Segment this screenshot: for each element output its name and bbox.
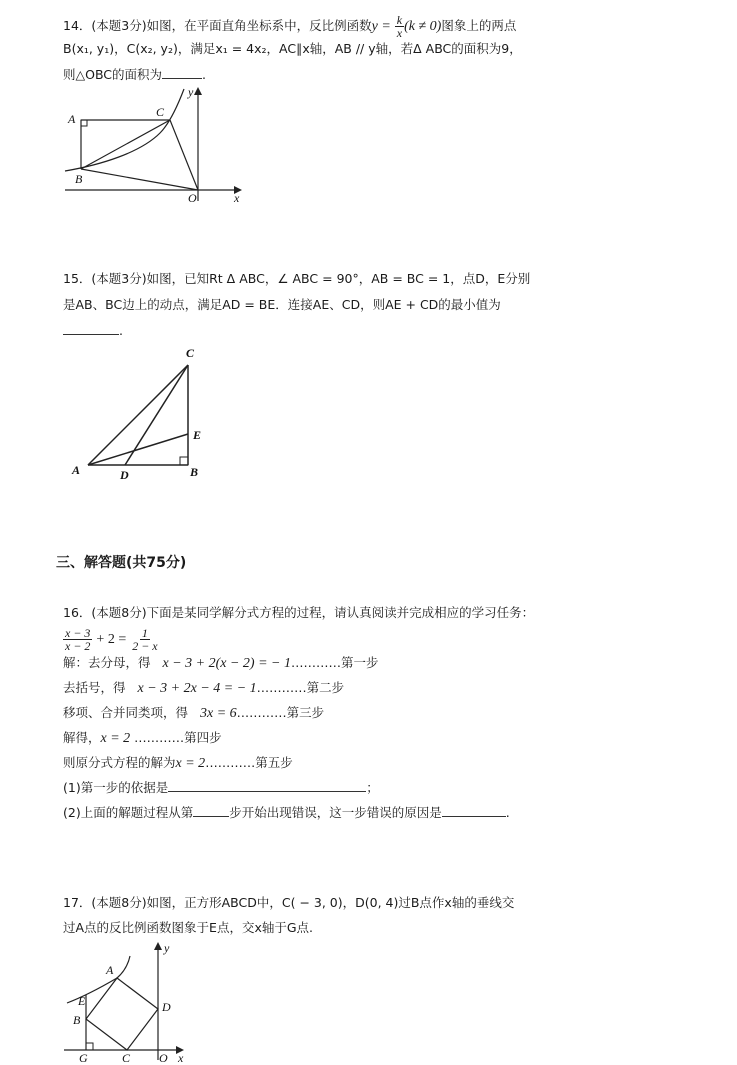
q15-line3-end: . (119, 323, 123, 338)
q15-line2: 是AB、BC边上的动点，满足AD = BE．连接AE、CD，则AE + CD的最小值为 (63, 297, 501, 312)
q16-step3-label: 移项、合并同类项，得 (63, 705, 189, 720)
q14-co (170, 120, 198, 190)
q14-condition: (k ≠ 0) (404, 19, 442, 34)
q17-label-y: y (164, 941, 170, 955)
q16-task1 (63, 779, 379, 797)
q14-line2: B(x₁, y₁)，C(x₂, y₂)，满足x₁ = 4x₂，AC∥x轴，AB // y轴，若Δ ABC的面积为9， (63, 41, 522, 56)
q14-line3-end: . (202, 67, 207, 82)
q15-label-b: B (190, 465, 199, 479)
q16-eq-mid: + 2 = (96, 632, 127, 647)
q16-task1-blank[interactable] (168, 779, 366, 792)
q14-label-b: B (75, 172, 83, 186)
q16-task2-text-a: (2)上面的解题过程从第 (63, 805, 194, 820)
q16-frac-left: $\frac{x - 3}{x - 2}$ (65, 626, 91, 653)
q15-label-a: A (72, 463, 81, 477)
q15-figure (68, 345, 218, 480)
q16-task2-end: . (505, 805, 510, 820)
q16-frac-right: $\frac{1}{2 - x}$ (132, 626, 158, 653)
q14-figure (60, 85, 250, 205)
q17-label-b: B (73, 1013, 81, 1027)
q16-step5 (63, 754, 293, 773)
q16-task2-blank-reason[interactable] (442, 804, 506, 817)
q17-label-e: E (78, 994, 86, 1008)
q17-label-d: D (162, 1000, 171, 1014)
q16-step1-math: x − 3 + 2(x − 2) = − 1 (162, 656, 291, 671)
q17-y-arrow (154, 942, 162, 950)
q14-answer-blank[interactable] (162, 66, 202, 79)
q15-label-e: E (193, 428, 202, 442)
q16-step3 (63, 704, 324, 723)
q14-line1-end: 图象上的两点 (441, 18, 517, 33)
q14-line1-text: 14．(本题3分)如图，在平面直角坐标系中，反比例函数 (63, 18, 372, 33)
q17-label-a: A (106, 963, 114, 977)
q15-label-c: C (186, 346, 195, 360)
q15-cd (125, 365, 188, 465)
q16-step4-tail: …………第四步 (130, 730, 222, 745)
q15-line1: 15．(本题3分)如图，已知Rt Δ ABC，∠ ABC = 90°，AB = BC = 1，点D，E分别 (63, 271, 531, 286)
q15-answer-blank[interactable] (63, 322, 119, 335)
q16-step4 (63, 729, 222, 748)
q16-step2-math: x − 3 + 2x − 4 = − 1 (137, 681, 257, 696)
q14-k-over-x: $\frac{k}{x}$ (396, 13, 403, 40)
q16-step5-math: x = 2 (175, 756, 206, 771)
q14-line3-text: 则△OBC的面积为 (63, 67, 163, 82)
q15-right-angle (180, 457, 188, 465)
q16-task2-blank-step[interactable] (193, 804, 229, 817)
q14-line3 (63, 66, 206, 84)
q14-label-c: C (156, 105, 165, 119)
q16-step3-tail: …………第三步 (236, 705, 325, 720)
q16-step5-tail: …………第五步 (205, 755, 293, 770)
q14-func: y = (371, 19, 391, 34)
q16-step4-math: x = 2 (100, 731, 131, 746)
q16-step2 (63, 679, 344, 698)
q16-step5-label: 则原分式方程的解为 (63, 755, 176, 770)
q17-line2: 过A点的反比例函数图象于E点，交x轴于G点. (63, 920, 314, 935)
q17-hyperbola (67, 956, 130, 1003)
q17-figure (62, 940, 202, 1065)
q14-hyperbola (65, 89, 184, 171)
q16-task2-text-b: 步开始出现错误，这一步错误的原因是 (229, 805, 442, 820)
q15-label-d: D (120, 468, 129, 482)
q17-label-x: x (178, 1051, 184, 1065)
q16-equation (63, 626, 160, 653)
q14-label-o: O (188, 191, 197, 205)
q17-label-o: O (159, 1051, 168, 1065)
q14-right-angle (81, 120, 87, 126)
q14-bo (81, 169, 198, 190)
q15-line3 (63, 322, 123, 340)
section3-title: 三、解答题(共75分) (56, 555, 187, 571)
q16-step3-math: 3x = 6 (200, 706, 237, 721)
q14-label-y: y (188, 85, 194, 99)
q16-step2-tail: …………第二步 (256, 680, 345, 695)
q14-line1 (63, 14, 516, 39)
q17-right-angle (86, 1043, 93, 1050)
q16-step1 (63, 654, 379, 673)
q14-label-x: x (234, 191, 240, 205)
q17-label-g: G (79, 1051, 88, 1065)
q16-step1-label: 解：去分母，得 (63, 655, 151, 670)
q16-step1-tail: …………第一步 (291, 655, 379, 670)
q17-label-c: C (122, 1051, 131, 1065)
q16-task1-text: (1)第一步的依据是 (63, 780, 169, 795)
q14-y-arrow (194, 87, 202, 95)
q14-label-a: A (68, 112, 76, 126)
q16-task2 (63, 804, 510, 822)
q16-intro: 16．(本题8分)下面是某同学解分式方程的过程，请认真阅读并完成相应的学习任务： (63, 605, 535, 620)
q16-task1-end: ； (366, 780, 379, 795)
q17-line1: 17．(本题8分)如图，正方形ABCD中，C( − 3, 0)，D(0, 4)过B点作x轴的垂线交 (63, 895, 515, 910)
q16-step4-label: 解得， (63, 730, 101, 745)
q14-bc (81, 120, 170, 169)
q16-step2-label: 去括号，得 (63, 680, 126, 695)
